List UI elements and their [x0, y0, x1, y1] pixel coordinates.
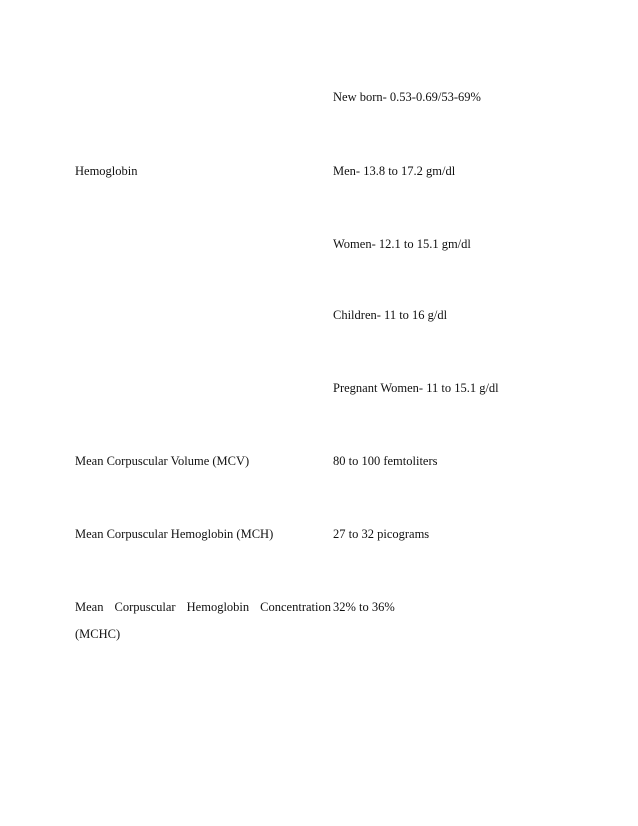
hemoglobin-women-value: Women- 12.1 to 15.1 gm/dl [333, 237, 471, 251]
hemoglobin-label: Hemoglobin [75, 164, 138, 178]
newborn-value: New born- 0.53-0.69/53-69% [333, 90, 481, 104]
mchc-label-word: Mean [75, 600, 104, 614]
mchc-label-word: Hemoglobin [186, 600, 250, 614]
hemoglobin-pregnant-women-value: Pregnant Women- 11 to 15.1 g/dl [333, 381, 499, 395]
mchc-label-line-2: (MCHC) [75, 627, 121, 641]
mch-label: Mean Corpuscular Hemoglobin (MCH) [75, 527, 274, 541]
mch-value: 27 to 32 picograms [333, 527, 430, 541]
hemoglobin-men-value: Men- 13.8 to 17.2 gm/dl [333, 164, 456, 178]
mchc-value: 32% to 36% [333, 600, 395, 614]
mchc-label-line-1 [75, 599, 331, 615]
mchc-label-word: Concentration [260, 600, 331, 614]
mcv-value: 80 to 100 femtoliters [333, 454, 438, 468]
mchc-label-word: Corpuscular [114, 600, 176, 614]
mcv-label: Mean Corpuscular Volume (MCV) [75, 454, 250, 468]
hemoglobin-children-value: Children- 11 to 16 g/dl [333, 308, 448, 322]
